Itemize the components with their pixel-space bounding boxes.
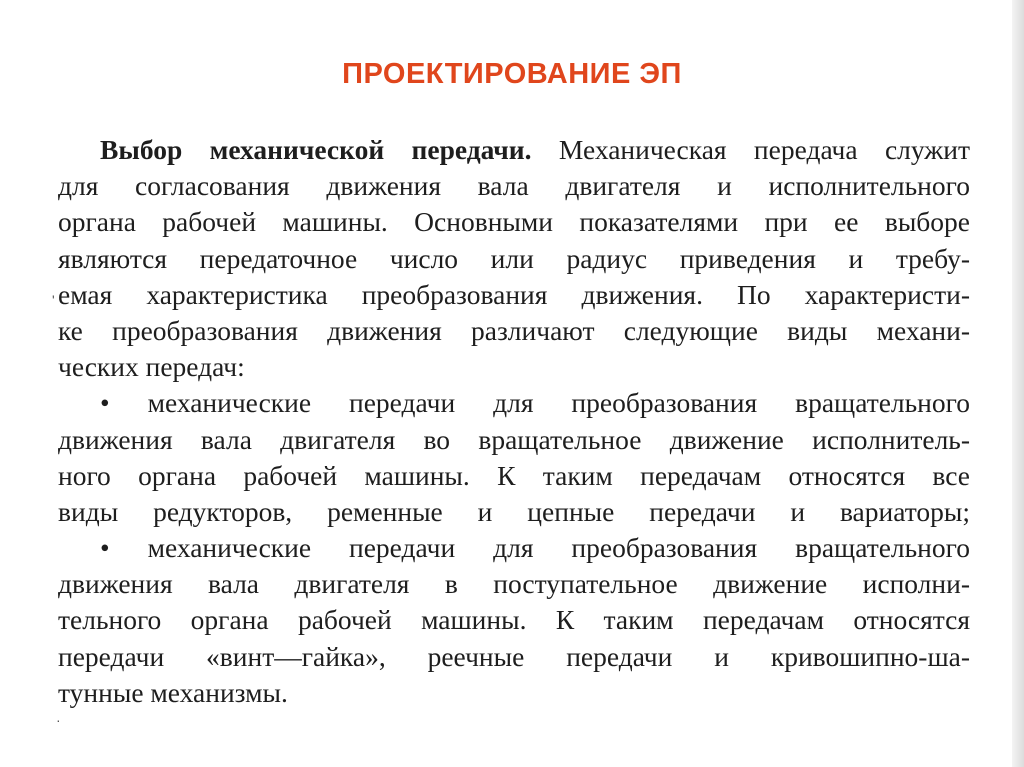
scanned-text-block bbox=[58, 132, 970, 711]
paragraph-lead: Выбор механической передачи. bbox=[100, 134, 532, 165]
bullet-1-line-4: виды редукторов, ременные и цепные передачи и вариаторы; bbox=[58, 495, 970, 527]
scan-margin-tick: ' bbox=[52, 292, 55, 308]
bullet-1-line-2: движения вала двигателя во вращательное движение исполнитель- bbox=[58, 423, 970, 455]
bullet-2-line-4: передачи «винт—гайка», реечные передачи и кривошипно-ша- bbox=[58, 640, 970, 672]
text-line-7: ческих передач: bbox=[58, 351, 245, 383]
bullet-1-line-3: ного органа рабочей машины. К таким передачам относятся все bbox=[58, 459, 970, 491]
scan-margin-tick: · bbox=[56, 712, 61, 728]
text-line-1 bbox=[58, 132, 970, 168]
text-line-4: являются передаточное число или радиус приведения и требу- bbox=[58, 242, 970, 274]
bullet-2-line-1: • механические передачи для преобразования вращательного bbox=[100, 532, 970, 564]
bullet-1-line-1: • механические передачи для преобразования вращательного bbox=[100, 387, 970, 419]
text-line-5: емая характеристика преобразования движения. По характеристи- bbox=[58, 278, 970, 310]
bullet-2-line-2: движения вала двигателя в поступательное движение исполни- bbox=[58, 568, 970, 600]
bullet-2-line-5: тунные механизмы. bbox=[58, 676, 288, 708]
slide-title: ПРОЕКТИРОВАНИЕ ЭП bbox=[342, 58, 682, 90]
text-line-3: органа рабочей машины. Основными показателями при ее выборе bbox=[58, 206, 970, 238]
slide-right-edge bbox=[1012, 0, 1024, 767]
text-line-6: ке преобразования движения различают следующие виды механи- bbox=[58, 314, 970, 346]
text-line-2: для согласования движения вала двигателя и исполнительного bbox=[58, 170, 970, 202]
bullet-2-line-3: тельного органа рабочей машины. К таким передачам относятся bbox=[58, 604, 970, 636]
text-line-1-rest: Механическая передача служит bbox=[531, 134, 970, 165]
